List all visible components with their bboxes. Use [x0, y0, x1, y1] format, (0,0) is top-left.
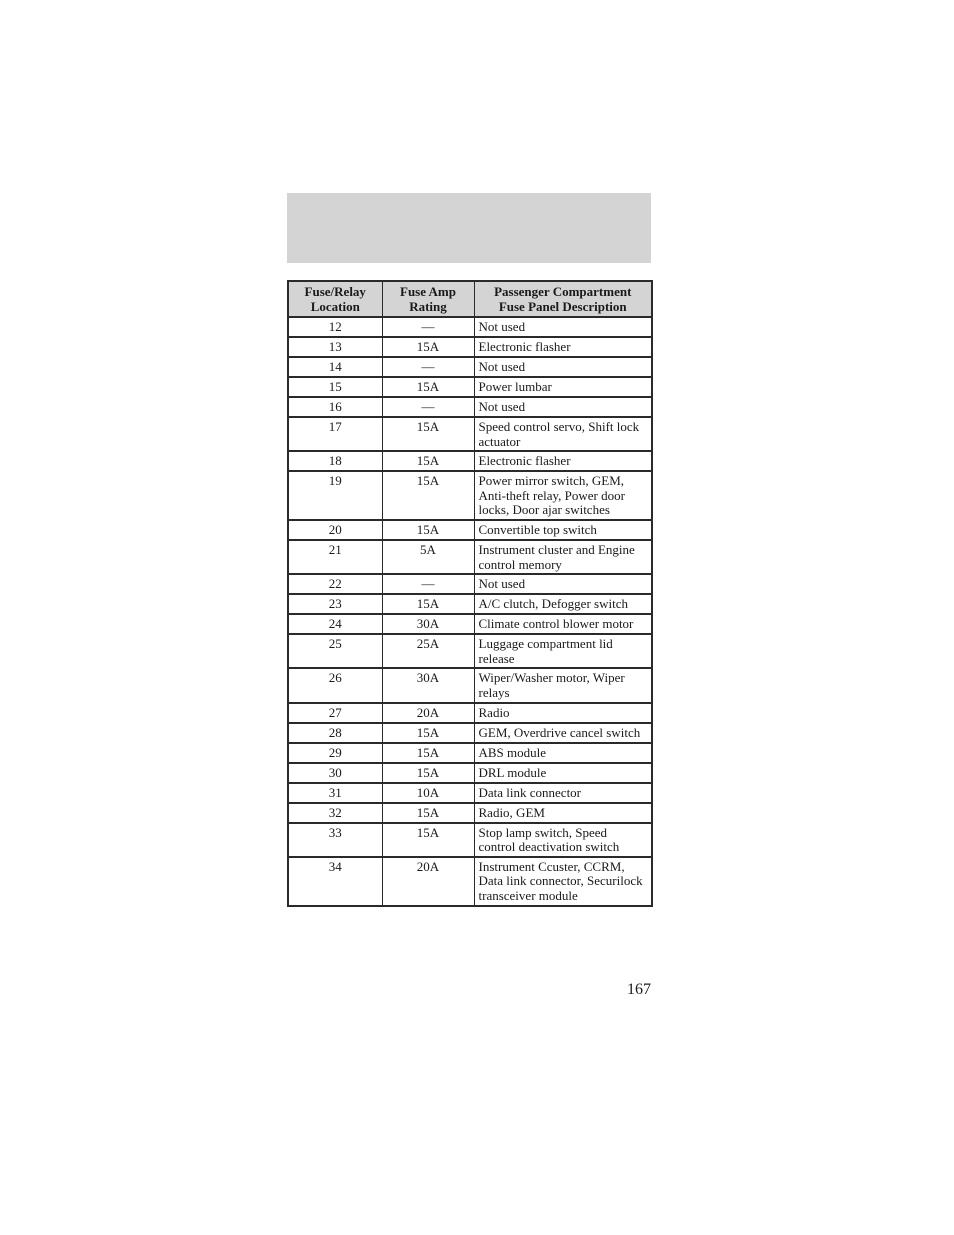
fuse-rating-cell: 15A: [382, 803, 474, 823]
fuse-location-cell: 17: [288, 417, 382, 451]
fuse-description-cell: Convertible top switch: [474, 520, 652, 540]
fuse-description-cell: GEM, Overdrive cancel switch: [474, 723, 652, 743]
fuse-description-cell: Climate control blower motor: [474, 614, 652, 634]
fuse-location-cell: 22: [288, 574, 382, 594]
table-row: [288, 783, 652, 803]
table-row: [288, 703, 652, 723]
fuse-description-cell: Luggage compartment lid release: [474, 634, 652, 668]
fuse-location-cell: 16: [288, 397, 382, 417]
fuse-location-cell: 14: [288, 357, 382, 377]
fuse-description-cell: Stop lamp switch, Speed control deactivation switch: [474, 823, 652, 857]
fuse-description-cell: DRL module: [474, 763, 652, 783]
fuse-description-cell: Not used: [474, 574, 652, 594]
fuse-location-cell: 29: [288, 743, 382, 763]
table-row: [288, 803, 652, 823]
fuse-location-cell: 20: [288, 520, 382, 540]
table-row: [288, 823, 652, 857]
table-row: [288, 723, 652, 743]
table-row: [288, 451, 652, 471]
fuse-description-cell: Not used: [474, 317, 652, 337]
header-description-line-1: Passenger Compartment: [494, 284, 632, 299]
table-header-row: [288, 281, 652, 317]
fuse-description-cell: Speed control servo, Shift lock actuator: [474, 417, 652, 451]
fuse-location-cell: 28: [288, 723, 382, 743]
header-location-line-1: Fuse/Relay: [304, 284, 366, 299]
fuse-rating-cell: 15A: [382, 743, 474, 763]
header-rating-line-2: Rating: [409, 299, 447, 314]
fuse-location-cell: 33: [288, 823, 382, 857]
fuse-description-cell: Power mirror switch, GEM, Anti-theft relay, Power door locks, Door ajar switches: [474, 471, 652, 520]
fuse-description-cell: Electronic flasher: [474, 337, 652, 357]
fuse-description-cell: Electronic flasher: [474, 451, 652, 471]
fuse-rating-cell: 30A: [382, 668, 474, 702]
fuse-rating-cell: —: [382, 317, 474, 337]
fuse-rating-cell: 10A: [382, 783, 474, 803]
fuse-rating-cell: 20A: [382, 703, 474, 723]
header-description: [474, 281, 652, 317]
header-rating: [382, 281, 474, 317]
fuse-rating-cell: 15A: [382, 471, 474, 520]
fuse-description-cell: Wiper/Washer motor, Wiper relays: [474, 668, 652, 702]
page-number: 167: [627, 981, 651, 998]
fuse-location-cell: 25: [288, 634, 382, 668]
fuse-rating-cell: 15A: [382, 377, 474, 397]
fuse-description-cell: Not used: [474, 397, 652, 417]
header-location-line-2: Location: [310, 299, 360, 314]
table-row: [288, 634, 652, 668]
fuse-location-cell: 27: [288, 703, 382, 723]
fuse-location-cell: 34: [288, 857, 382, 906]
table-row: [288, 317, 652, 337]
fuse-description-cell: ABS module: [474, 743, 652, 763]
fuse-location-cell: 30: [288, 763, 382, 783]
fuse-rating-cell: 15A: [382, 337, 474, 357]
fuse-description-cell: Instrument cluster and Engine control memory: [474, 540, 652, 574]
table-row: [288, 337, 652, 357]
header-description-line-2: Fuse Panel Description: [498, 299, 627, 314]
fuse-rating-cell: 15A: [382, 763, 474, 783]
table-row: [288, 857, 652, 906]
header-rating-line-1: Fuse Amp: [400, 284, 456, 299]
fuse-location-cell: 19: [288, 471, 382, 520]
fuse-description-cell: Radio, GEM: [474, 803, 652, 823]
fuse-description-cell: Power lumbar: [474, 377, 652, 397]
table-row: [288, 540, 652, 574]
fuse-location-cell: 23: [288, 594, 382, 614]
table-row: [288, 417, 652, 451]
fuse-rating-cell: 15A: [382, 417, 474, 451]
table-row: [288, 471, 652, 520]
fuse-location-cell: 32: [288, 803, 382, 823]
fuse-description-cell: Radio: [474, 703, 652, 723]
table-row: [288, 574, 652, 594]
fuse-rating-cell: 15A: [382, 823, 474, 857]
table-row: [288, 397, 652, 417]
table-row: [288, 594, 652, 614]
fuse-location-cell: 15: [288, 377, 382, 397]
fuse-rating-cell: 15A: [382, 451, 474, 471]
table-row: [288, 763, 652, 783]
table-row: [288, 520, 652, 540]
fuse-rating-cell: 20A: [382, 857, 474, 906]
fuse-location-cell: 24: [288, 614, 382, 634]
fuse-rating-cell: —: [382, 574, 474, 594]
fuse-rating-cell: 25A: [382, 634, 474, 668]
table-row: [288, 377, 652, 397]
fuse-rating-cell: 5A: [382, 540, 474, 574]
header-location: [288, 281, 382, 317]
fuse-location-cell: 18: [288, 451, 382, 471]
fuse-description-cell: A/C clutch, Defogger switch: [474, 594, 652, 614]
fuse-rating-cell: 30A: [382, 614, 474, 634]
fuse-rating-cell: 15A: [382, 594, 474, 614]
fuse-location-cell: 12: [288, 317, 382, 337]
table-row: [288, 614, 652, 634]
fuse-location-cell: 31: [288, 783, 382, 803]
fuse-rating-cell: 15A: [382, 723, 474, 743]
table-row: [288, 668, 652, 702]
table-row: [288, 357, 652, 377]
fuse-location-cell: 21: [288, 540, 382, 574]
table-row: [288, 743, 652, 763]
fuse-description-cell: Instrument Ccuster, CCRM, Data link connector, Securilock transceiver module: [474, 857, 652, 906]
fuse-table: [287, 280, 653, 907]
fuse-description-cell: Data link connector: [474, 783, 652, 803]
section-header-band: [287, 193, 651, 263]
fuse-location-cell: 13: [288, 337, 382, 357]
fuse-description-cell: Not used: [474, 357, 652, 377]
fuse-rating-cell: 15A: [382, 520, 474, 540]
fuse-location-cell: 26: [288, 668, 382, 702]
fuse-rating-cell: —: [382, 397, 474, 417]
fuse-rating-cell: —: [382, 357, 474, 377]
